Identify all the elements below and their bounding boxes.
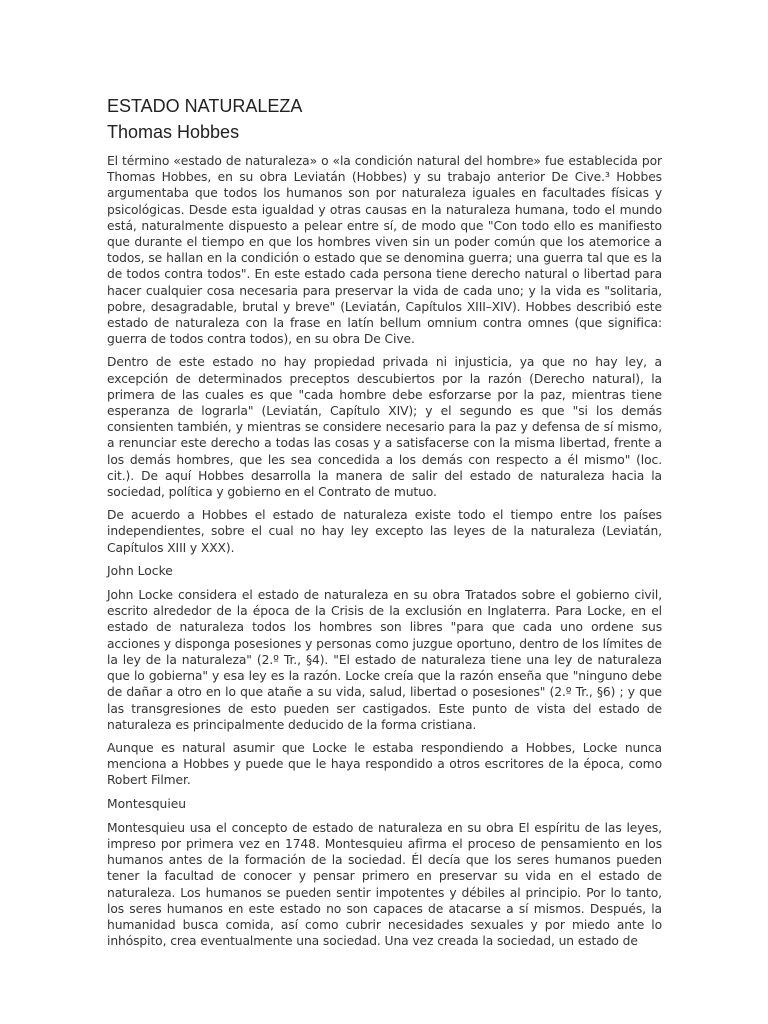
section-heading-montesquieu: Montesquieu [107,796,187,811]
paragraph-locke-2: Aunque es natural asumir que Locke le estaba respondiendo a Hobbes, Locke nunca menciona a Hobbes y puede que le haya respondido a otros escritores de la época, como Robert Filmer. [107,740,662,788]
paragraph-hobbes-2: Dentro de este estado no hay propiedad privada ni injusticia, ya que no hay ley, a excepción de determinados preceptos descubiertos por la razón (Derecho natural), la primera de las cuales es que "cada hombre debe esforzarse por la paz, mientras tiene esperanza de lograrla" (Leviatán, Capítulo XIV); y el segundo es que "si los demás consienten también, y mientras se considere necesario para la paz y defensa de sí mismo, a renunciar este derecho a todas las cosas y a satisfacerse con la misma libertad, frente a los demás hombres, que les sea concedida a los demás con respecto a él mismo" (loc. cit.). De aquí Hobbes desarrolla la manera de salir del estado de naturaleza hacia la sociedad, política y gobierno en el Contrato de mutuo. [107,355,662,500]
section-heading-locke: John Locke [107,563,173,578]
paragraph-montesquieu: Montesquieu usa el concepto de estado de naturaleza en su obra El espíritu de las leyes, impreso por primera vez en 1748. Montesquieu afirma el proceso de pensamiento en los humanos antes de la formación de la sociedad. Él decía que los seres humanos pueden tener la facultad de conocer y pensar primero en preservar su vida en el estado de naturaleza. Los humanos se pueden sentir impotentes y débiles al principio. Por lo tanto, los seres humanos en este estado no son capaces de atacarse a sí mismos. Después, la humanidad busca comida, así como cubrir necesidades sexuales y por miedo ante lo inhóspito, crea eventualmente una sociedad. Una vez creada la sociedad, un estado de [107,820,662,949]
section-heading-hobbes: Thomas Hobbes [107,122,240,142]
document-title: ESTADO NATURALEZA [107,96,303,116]
paragraph-hobbes-1: El término «estado de naturaleza» o «la condición natural del hombre» fue establecida por Thomas Hobbes, en su obra Leviatán (Hobbes) y su trabajo anterior De Cive.³ Hobbes argumentaba que todos los humanos son por naturaleza iguales en facultades físicas y psicológicas. Desde esta igualdad y otras causas en la naturaleza humana, todo el mundo está, naturalmente dispuesto a pelear entre sí, de modo que "Con todo ello es manifiesto que durante el tiempo en que los hombres viven sin un poder común que los atemorice a todos, se hallan en la condición o estado que se denomina guerra; una guerra tal que es la de todos contra todos". En este estado cada persona tiene derecho natural o libertad para hacer cualquier cosa necesaria para preservar la vida de cada uno; y la vida es "solitaria, pobre, desagradable, brutal y breve" (Leviatán, Capítulos XIII–XIV). Hobbes describió este estado de naturaleza con la frase en latín bellum omnium contra omnes (que significa: guerra de todos contra todos), en su obra De Cive. [107,154,662,347]
paragraph-hobbes-3: De acuerdo a Hobbes el estado de naturaleza existe todo el tiempo entre los países independientes, sobre el cual no hay ley excepto las leyes de la naturaleza (Leviatán, Capítulos XIII y XXX). [107,508,662,555]
paragraph-locke-1: John Locke considera el estado de naturaleza en su obra Tratados sobre el gobierno civil, escrito alrededor de la época de la Crisis de la exclusión en Inglaterra. Para Locke, en el estado de naturaleza todos los hombres son libres "para que cada uno ordene sus acciones y disponga posesiones y personas como juzgue oportuno, dentro de los límites de la ley de la naturaleza" (2.º Tr., §4). "El estado de naturaleza tiene una ley de naturaleza que lo gobierna" y esa ley es la razón. Locke creía que la razón enseña que "ninguno debe de dañar a otro en lo que atañe a su vida, salud, libertad o posesiones" (2.º Tr., §6) ; y que las transgresiones de esto pueden ser castigados. Este punto de vista del estado de naturaleza es principalmente deducido de la forma cristiana. [107,588,662,732]
